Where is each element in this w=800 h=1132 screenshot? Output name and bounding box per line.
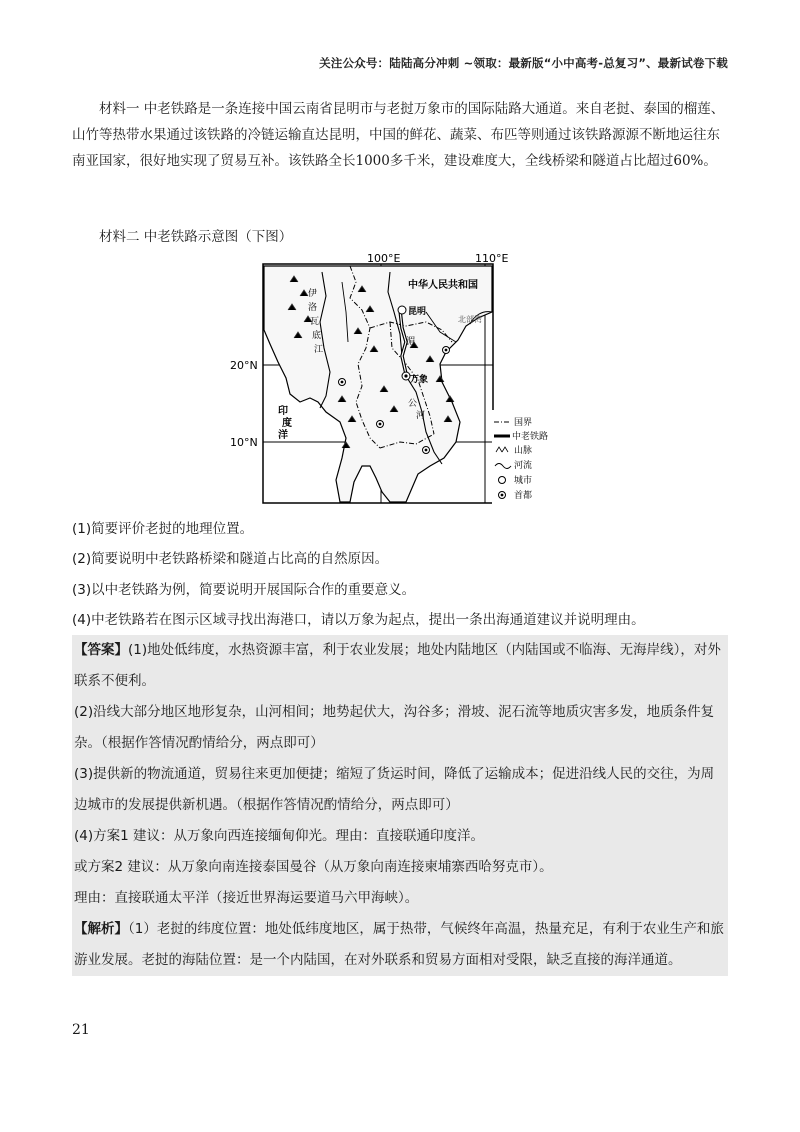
railway-map [230,252,550,510]
label-ocean: 度 [282,418,292,429]
legend-river: 河流 [514,461,533,471]
label-kunming: 昆明 [408,307,427,317]
legend-railway: 中老铁路 [512,432,549,442]
legend-city: 城市 [514,476,533,486]
answer-block [72,635,728,976]
answer-1: 【答案】(1)地处低纬度，水热资源丰富，利于农业发展；地处内陆地区（内陆国或不临海、无海岸线），对外联系不便利。 [74,642,721,689]
question-4: (4)中老铁路若在图示区域寻找出海港口，请以万象为起点，提出一条出海通道建议并说明理由。 [72,612,645,628]
river-char: 伊 [308,289,318,299]
river-char: 江 [314,345,324,355]
city-kunming-marker [398,306,406,314]
river-char: 公 [408,399,418,409]
label-china: 中华人民共和国 [408,280,478,291]
analysis-tag: 【解析】 [74,921,128,937]
river-char: 洛 [308,303,318,313]
map-legend [492,410,550,506]
answer-4-plan-2: 或方案2 建议：从万象向南连接泰国曼谷（从万象向南连接柬埔寨西哈努克市）。 [74,859,553,875]
lat-label-20: 20°N [230,359,258,372]
header-note: 关注公众号：陆陆高分冲刺 ~领取：最新版“小中高考-总复习”、最新试卷下载 [319,56,728,70]
question-2: (2)简要说明中老铁路桥梁和隧道占比高的自然原因。 [72,551,389,567]
label-ocean: 印 [278,406,288,417]
question-1: (1)简要评价老挝的地理位置。 [72,521,254,537]
river-char: 湄 [406,337,416,347]
lon-label-100: 100°E [367,252,401,265]
lat-label-10: 10°N [230,436,258,449]
question-3: (3)以中老铁路为例，简要说明开展国际合作的重要意义。 [72,582,416,598]
label-gulf: 北部湾 [458,315,482,324]
answer-2: (2)沿线大部分地区地形复杂，山河相间；地势起伏大，沟谷多；滑坡、泥石流等地质灾害多发，地质条件复杂。（根据作答情况酌情给分，两点即可） [74,704,715,751]
lon-label-110: 110°E [475,252,509,265]
material-two-caption: 材料二 中老铁路示意图（下图） [99,229,293,245]
legend-border: 国界 [514,418,533,428]
answer-4-reason: 理由：直接联通太平洋（接近世界海运要道马六甲海峡）。 [74,890,419,906]
material-one: 材料一 中老铁路是一条连接中国云南省昆明市与老挝万象市的国际陆路大通道。来自老挝、泰国的榴莲、山竹等热带水果通过该铁路的冷链运输直达昆明，中国的鲜花、蔬菜、布匹等则通过该铁路源源不断地运往东南亚国家，很好地实现了贸易互补。该铁路全长1000多千米，建设难度大，全线桥梁和隧道占比超过60%。 [72,101,725,169]
legend-mountain: 山脉 [514,446,533,456]
river-char: 河 [416,411,426,421]
answer-4-plan-1: (4)方案1 建议：从万象向西连接缅甸仰光。理由：直接联通印度洋。 [74,828,485,844]
river-char: 瓦 [310,317,320,327]
page-number: 21 [72,1022,90,1038]
label-ocean: 洋 [278,430,288,441]
label-vientiane: 万象 [410,375,429,385]
analysis: 【解析】（1）老挝的纬度位置：地处低纬度地区，属于热带，气候终年高温，热量充足，有利于农业生产和旅游业发展。老挝的海陆位置：是一个内陆国，在对外联系和贸易方面相对受限，缺乏直接的海洋通道。 [74,921,724,968]
river-char: 底 [312,331,322,341]
answer-tag: 【答案】 [74,642,128,658]
legend-capital: 首都 [514,491,533,501]
answer-3: (3)提供新的物流通道，贸易往来更加便捷；缩短了货运时间，降低了运输成本；促进沿线人民的交往，为周边城市的发展提供新机遇。（根据作答情况酌情给分，两点即可） [74,766,715,813]
